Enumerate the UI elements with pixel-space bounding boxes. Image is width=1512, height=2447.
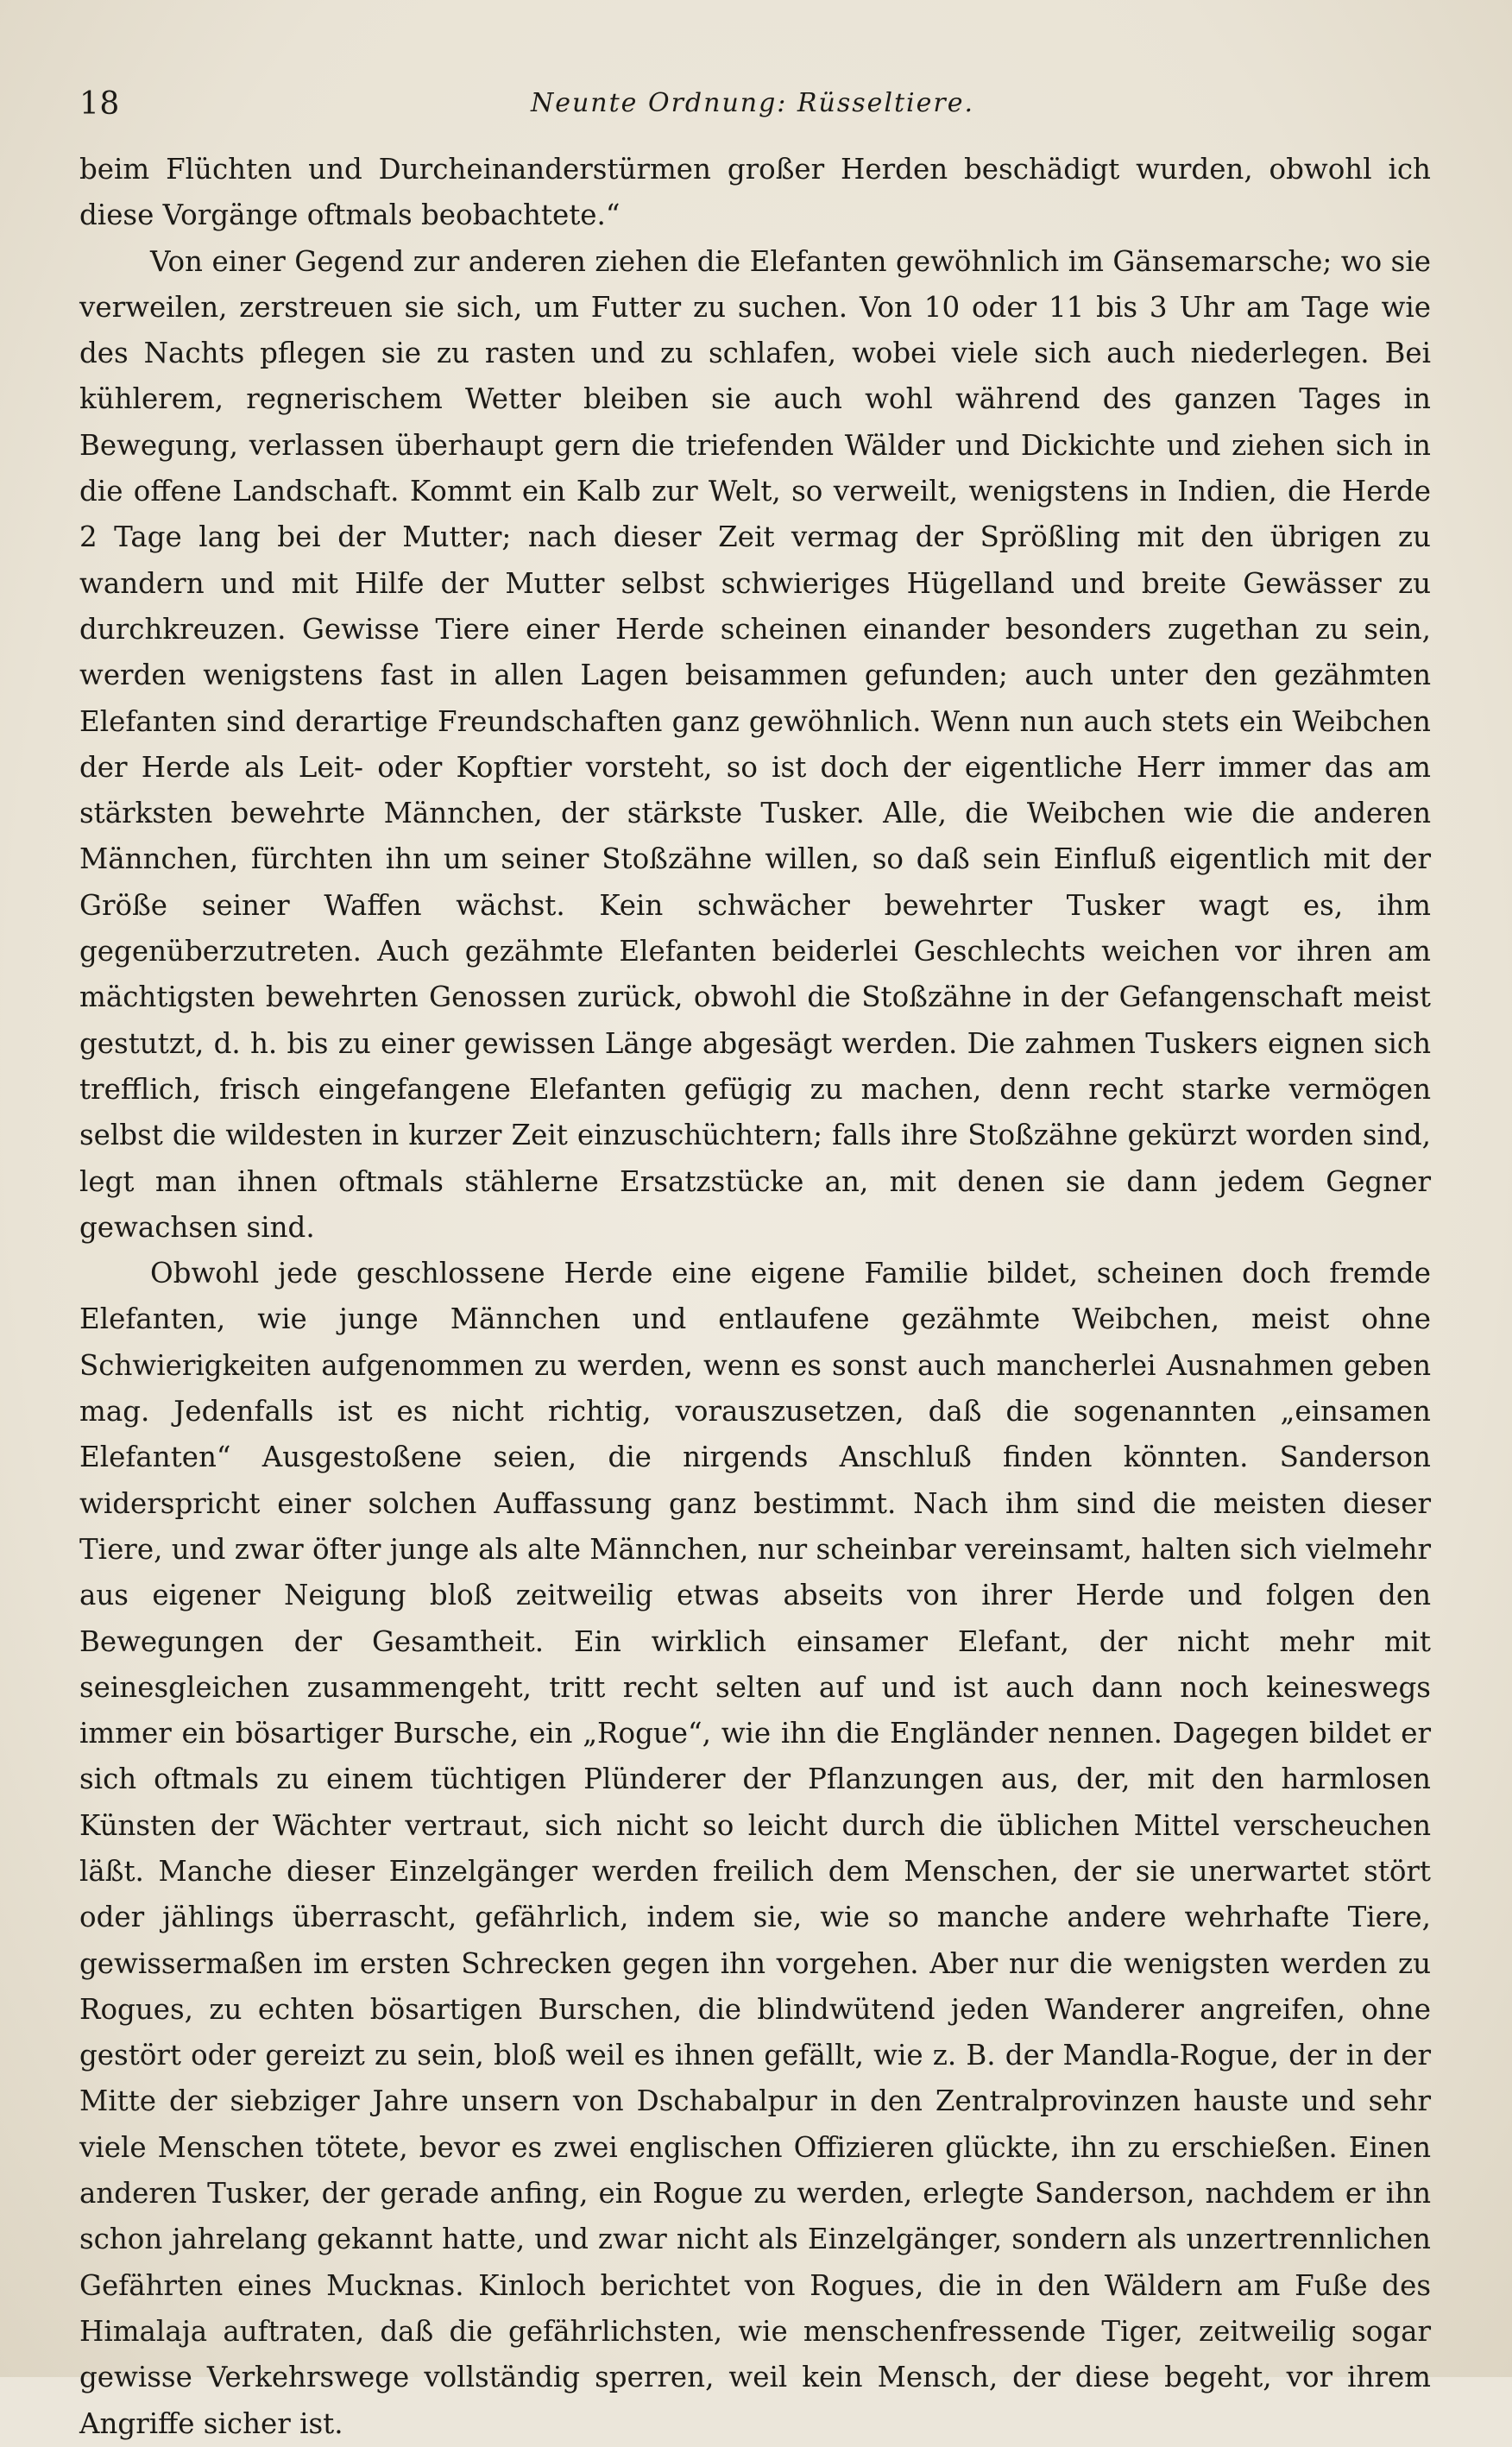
paragraph: Obwohl jede geschlossene Herde eine eigene Familie bildet, scheinen doch fremde Elefanten, wie junge Männchen und entlaufene gezähmte Weibchen, meist ohne Schwierigkeiten aufgenommen zu werden, wenn es sonst auch mancherlei Ausnahmen geben mag. Jedenfalls ist es nicht richtig, vorauszusetzen, daß die sogenannten „einsamen Elefanten“ Ausgestoßene seien, die nirgends Anschluß finden könnten. Sanderson widerspricht einer solchen Auffassung ganz bestimmt. Nach ihm sind die meisten dieser Tiere, und zwar öfter junge als alte Männchen, nur scheinbar vereinsamt, halten sich vielmehr aus eigener Neigung bloß zeitweilig etwas abseits von ihrer Herde und folgen den Bewegungen der Gesamtheit. Ein wirklich einsamer Elefant, der nicht mehr mit seinesgleichen zusammengeht, tritt recht selten auf und ist auch dann noch keineswegs immer ein bösartiger Bursche, ein „Rogue“, wie ihn die Engländer nennen. Dagegen bildet er sich oftmals zu einem tüchtigen Plünderer der Pflanzungen aus, der, mit den harmlosen Künsten der Wächter vertraut, sich nicht so leicht durch die üblichen Mittel verscheuchen läßt. Manche dieser Einzelgänger werden freilich dem Menschen, der sie unerwartet stört oder jählings überrascht, gefährlich, indem sie, wie so manche andere wehrhafte Tiere, gewissermaßen im ersten Schrecken gegen ihn vorgehen. Aber nur die wenigsten werden zu Rogues, zu echten bösartigen Burschen, die blindwütend jeden Wanderer angreifen, ohne gestört oder gereizt zu sein, bloß weil es ihnen gefällt, wie z. B. der Mandla-Rogue, der in der Mitte der siebziger Jahre unsern von Dschabalpur in den Zentralprovinzen hauste und sehr viele Menschen tötete, bevor es zwei englischen Offizieren glückte, ihn zu erschießen. Einen anderen Tusker, der gerade anfing, ein Rogue zu werden, erlegte Sanderson, nachdem er ihn schon jahrelang gekannt hatte, und zwar nicht als Einzelgänger, sondern als unzertrennlichen Gefährten eines Mucknas. Kinloch berichtet von Rogues, die in den Wäldern am Fuße des Himalaja auftraten, daß die gefährlichsten, wie menschenfressende Tiger, zeitweilig sogar gewisse Verkehrswege vollständig sperren, weil kein Mensch, der diese begeht, vor ihrem Angriffe sicher ist. <box>79 1257 1431 2440</box>
running-title: Neunte Ordnung: Rüsseltiere. <box>530 88 975 118</box>
paragraph: beim Flüchten und Durcheinanderstürmen großer Herden beschädigt wurden, obwohl ich diese Vorgänge oftmals beobachtete.“ <box>79 153 1431 232</box>
running-head <box>79 76 1426 136</box>
page-number: 18 <box>79 86 120 122</box>
paragraph: Von einer Gegend zur anderen ziehen die Elefanten gewöhnlich im Gänsemarsche; wo sie verweilen, zerstreuen sie sich, um Futter zu suchen. Von 10 oder 11 bis 3 Uhr am Tage wie des Nachts pflegen sie zu rasten und zu schlafen, wobei viele sich auch niederlegen. Bei kühlerem, regnerischem Wetter bleiben sie auch wohl während des ganzen Tages in Bewegung, verlassen überhaupt gern die triefenden Wälder und Dickichte und ziehen sich in die offene Landschaft. Kommt ein Kalb zur Welt, so verweilt, wenigstens in Indien, die Herde 2 Tage lang bei der Mutter; nach dieser Zeit vermag der Sprößling mit den übrigen zu wandern und mit Hilfe der Mutter selbst schwieriges Hügelland und breite Gewässer zu durchkreuzen. Gewisse Tiere einer Herde scheinen einander besonders zugethan zu sein, werden wenigstens fast in allen Lagen beisammen gefunden; auch unter den gezähmten Elefanten sind derartige Freundschaften ganz gewöhnlich. Wenn nun auch stets ein Weibchen der Herde als Leit- oder Kopftier vorsteht, so ist doch der eigentliche Herr immer das am stärksten bewehrte Männchen, der stärkste Tusker. Alle, die Weibchen wie die anderen Männchen, fürchten ihn um seiner Stoßzähne willen, so daß sein Einfluß eigentlich mit der Größe seiner Waffen wächst. Kein schwächer bewehrter Tusker wagt es, ihm gegenüberzutreten. Auch gezähmte Elefanten beiderlei Geschlechts weichen vor ihren am mächtigsten bewehrten Genossen zurück, obwohl die Stoßzähne in der Gefangenschaft meist gestutzt, d. h. bis zu einer gewissen Länge abgesägt werden. Die zahmen Tuskers eignen sich trefflich, frisch eingefangene Elefanten gefügig zu machen, denn recht starke vermögen selbst die wildesten in kurzer Zeit einzuschüchtern; falls ihre Stoßzähne gekürzt worden sind, legt man ihnen oftmals stählerne Ersatzstücke an, mit denen sie dann jedem Gegner gewachsen sind. <box>79 244 1431 1244</box>
body-text <box>79 147 1431 2447</box>
